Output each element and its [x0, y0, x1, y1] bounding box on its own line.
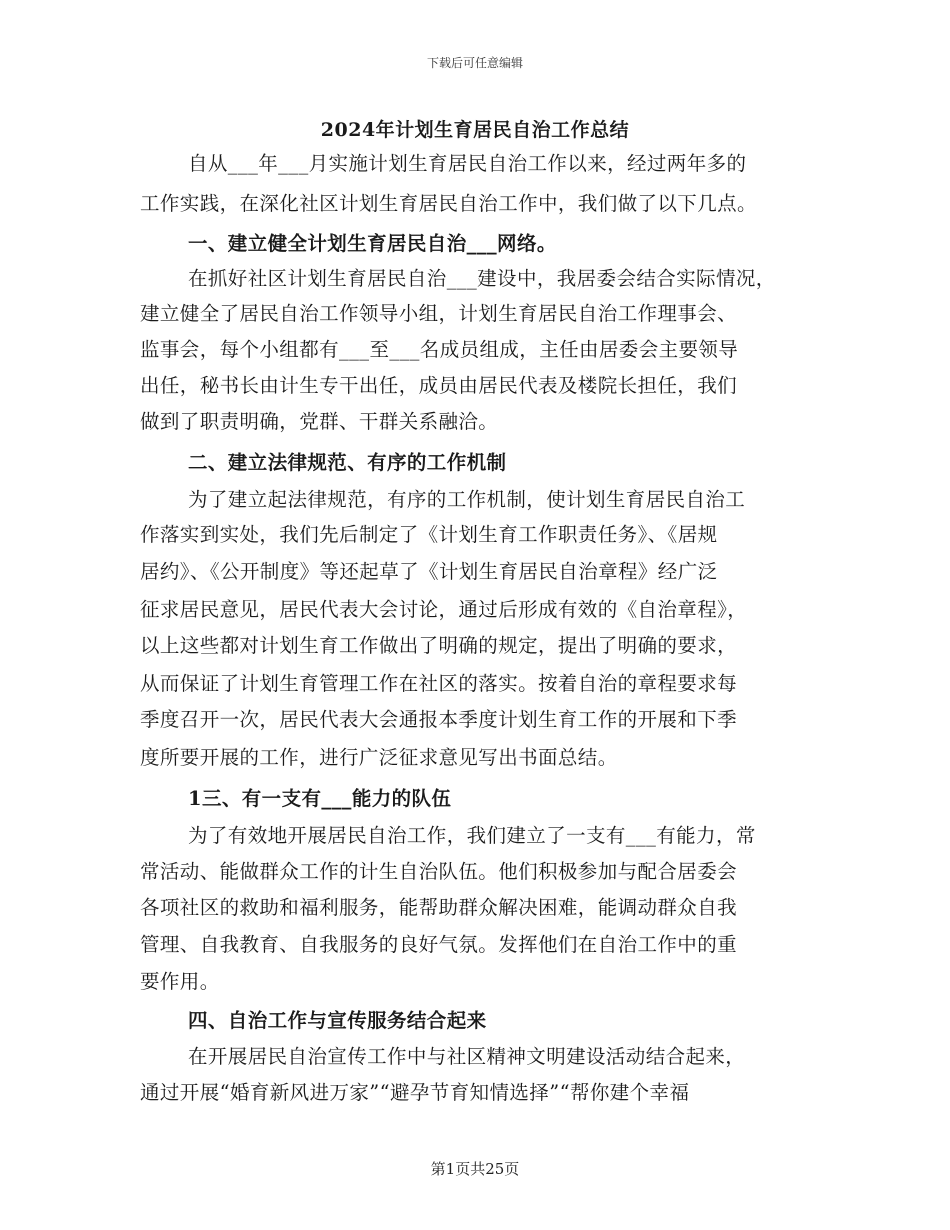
paragraph-line: 作落实到实处，我们先后制定了《计划生育工作职责任务》、《居规 — [140, 523, 718, 546]
paragraph-line: 在抓好社区计划生育居民自治___建设中，我居委会结合实际情况， — [188, 267, 776, 290]
paragraph-line: 常活动、能做群众工作的计生自治队伍。他们积极参加与配合居委会 — [140, 860, 738, 883]
paragraph-line: 监事会，每个小组都有___至___名成员组成，主任由居委会主要领导 — [140, 338, 739, 361]
section-heading: 1三、有一支有___能力的队伍 — [188, 787, 452, 810]
paragraph-line: 要作用。 — [140, 970, 220, 993]
paragraph-line: 为了有效地开展居民自治工作，我们建立了一支有___有能力，常 — [188, 824, 756, 847]
page-header: 下载后可任意编辑 — [426, 56, 523, 70]
paragraph-line: 管理、自我教育、自我服务的良好气氛。发挥他们在自治工作中的重 — [140, 933, 738, 956]
paragraph-line: 度所要开展的工作，进行广泛征求意见写出书面总结。 — [140, 746, 618, 769]
paragraph-line: 以上这些都对计划生育工作做出了明确的规定，提出了明确的要求， — [140, 634, 738, 657]
paragraph-line: 做到了职责明确，党群、干群关系融洽。 — [140, 410, 499, 433]
paragraph-line: 征求居民意见，居民代表大会讨论，通过后形成有效的《自治章程》， — [140, 598, 748, 621]
document-title: 2024年计划生育居民自治工作总结 — [320, 119, 630, 141]
paragraph-line: 在开展居民自治宣传工作中与社区精神文明建设活动结合起来， — [188, 1045, 746, 1068]
paragraph-line: 自从___年___月实施计划生育居民自治工作以来，经过两年多的 — [188, 152, 747, 175]
paragraph-line: 居约》、《公开制度》等还起草了《计划生育居民自治章程》经广泛 — [140, 560, 718, 583]
paragraph-line: 为了建立起法律规范，有序的工作机制，使计划生育居民自治工 — [188, 488, 746, 511]
section-heading: 二、建立法律规范、有序的工作机制 — [188, 451, 507, 474]
paragraph-line: 建立健全了居民自治工作领导小组，计划生育居民自治工作理事会、 — [140, 302, 738, 325]
paragraph-line: 季度召开一次，居民代表大会通报本季度计划生育工作的开展和下季 — [140, 708, 738, 731]
page-footer: 第1页共25页 — [430, 1160, 520, 1178]
paragraph-line: 出任，秘书长由计生专干出任，成员由居民代表及楼院长担任，我们 — [140, 374, 738, 397]
section-heading: 一、建立健全计划生育居民自治___网络。 — [188, 232, 557, 255]
section-heading: 四、自治工作与宣传服务结合起来 — [188, 1009, 487, 1032]
paragraph-line: 工作实践，在深化社区计划生育居民自治工作中，我们做了以下几点。 — [140, 192, 757, 215]
paragraph-line: 各项社区的救助和福利服务，能帮助群众解决困难，能调动群众自我 — [140, 896, 738, 919]
paragraph-line: 通过开展“婚育新风进万家”“避孕节育知情选择”“帮你建个幸福 — [140, 1081, 690, 1104]
paragraph-line: 从而保证了计划生育管理工作在社区的落实。按着自治的章程要求每 — [140, 672, 738, 695]
